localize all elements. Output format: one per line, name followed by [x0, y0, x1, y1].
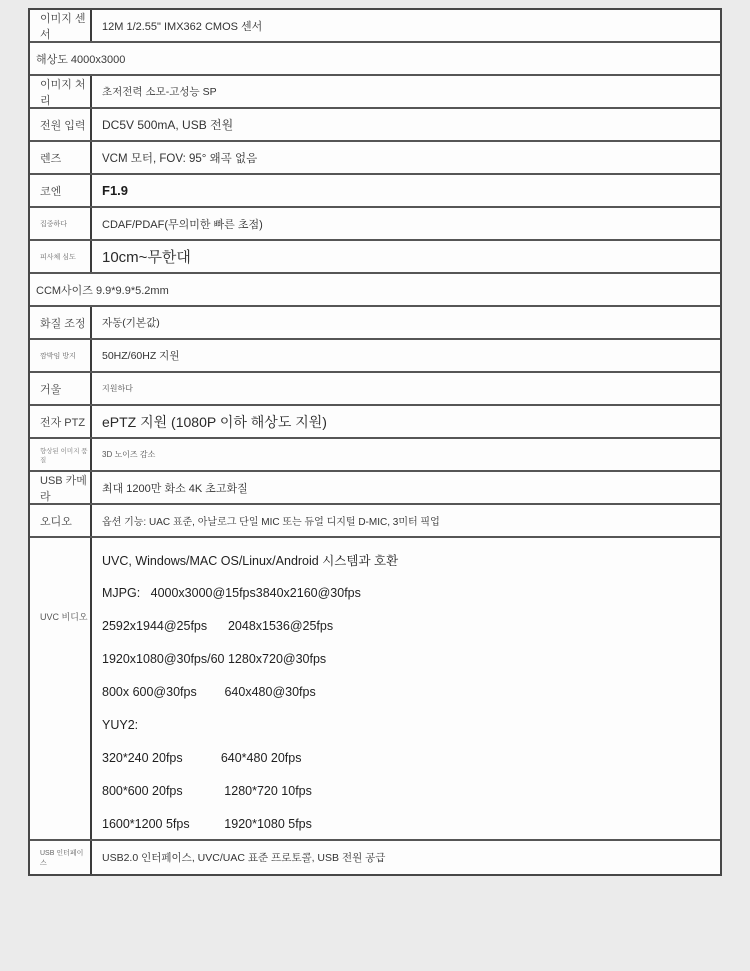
row-value: CDAF/PDAF(무의미한 빠른 초점) [102, 218, 263, 231]
uvc-line: 1600*1200 5fps 1920*1080 5fps [102, 816, 312, 831]
row-label: USB 인터페이스 [30, 841, 92, 874]
table-row-focus [30, 208, 720, 241]
row-merged-value: 해상도 4000x3000 [36, 53, 126, 66]
table-row-resolution [30, 43, 720, 76]
row-value: DC5V 500mA, USB 전원 [102, 118, 234, 132]
row-label: USB 카메라 [30, 472, 92, 503]
uvc-line: MJPG: 4000x3000@15fps3840x2160@30fps [102, 585, 361, 600]
uvc-line: UVC, Windows/MAC OS/Linux/Android 시스템과 호환 [102, 553, 399, 568]
row-value: 초저전력 소모-고성능 SP [102, 86, 217, 98]
row-value: F1.9 [102, 183, 129, 198]
row-merged-value: CCM사이즈 9.9*9.9*5.2mm [36, 284, 169, 297]
table-row-mirror [30, 373, 720, 406]
row-value: USB2.0 인터페이스, UVC/UAC 표준 프로토콜, USB 전원 공급 [102, 852, 386, 864]
row-label: 거울 [30, 373, 92, 404]
row-value: 지원하다 [102, 384, 133, 393]
table-row-usb-interface [30, 841, 720, 874]
table-row-usb-camera [30, 472, 720, 505]
row-value: 자동(기본값) [102, 317, 160, 329]
uvc-line: YUY2: [102, 717, 139, 732]
row-label: 전자 PTZ [30, 406, 92, 437]
table-row-lens [30, 142, 720, 175]
row-label: 향상된 이미지 품질 [30, 439, 92, 470]
table-row-audio [30, 505, 720, 538]
row-label: 이미지 센서 [30, 10, 92, 41]
table-row-aperture [30, 175, 720, 208]
row-value: VCM 모터, FOV: 95° 왜곡 없음 [102, 152, 258, 165]
table-row-enhanced-image-quality [30, 439, 720, 472]
table-row-eptz [30, 406, 720, 439]
row-value: 옵션 기능: UAC 표준, 아날로그 단일 MIC 또는 듀얼 디지털 D-MIC, 3미터 픽업 [102, 517, 440, 528]
row-value: 50HZ/60HZ 지원 [102, 350, 180, 362]
table-row-image-processing [30, 76, 720, 109]
table-row-anti-flicker [30, 340, 720, 373]
row-label: 집중하다 [30, 208, 92, 239]
table-row-ccm-size [30, 274, 720, 307]
row-value: 10cm~무한대 [102, 249, 191, 266]
row-value: 12M 1/2.55" IMX362 CMOS 센서 [102, 20, 263, 33]
spec-table [28, 8, 722, 876]
row-label: 코엔 [30, 175, 92, 206]
table-row-focus-range [30, 241, 720, 274]
row-value-multiline [92, 538, 720, 839]
uvc-line: 800x 600@30fps 640x480@30fps [102, 684, 316, 699]
uvc-line: 1920x1080@30fps/60 1280x720@30fps [102, 651, 327, 666]
uvc-line: 320*240 20fps 640*480 20fps [102, 750, 302, 765]
row-label: 깜박임 방지 [30, 340, 92, 371]
table-row-uvc-video [30, 538, 720, 841]
row-value: 최대 1200만 화소 4K 초고화질 [102, 482, 248, 495]
row-label: 오디오 [30, 505, 92, 536]
row-label: 피사체 심도 [30, 241, 92, 272]
row-label: 화질 조정 [30, 307, 92, 338]
uvc-line: 800*600 20fps 1280*720 10fps [102, 783, 312, 798]
table-row-image-sensor [30, 10, 720, 43]
table-row-power-input [30, 109, 720, 142]
row-label: UVC 비디오 [30, 538, 92, 839]
table-row-image-quality-adjust [30, 307, 720, 340]
row-label: 이미지 처리 [30, 76, 92, 107]
row-value: 3D 노이즈 감소 [102, 450, 156, 459]
row-label: 렌즈 [30, 142, 92, 173]
row-value: ePTZ 지원 (1080P 이하 해상도 지원) [102, 413, 327, 430]
row-label: 전원 입력 [30, 109, 92, 140]
uvc-line: 2592x1944@25fps 2048x1536@25fps [102, 618, 334, 633]
